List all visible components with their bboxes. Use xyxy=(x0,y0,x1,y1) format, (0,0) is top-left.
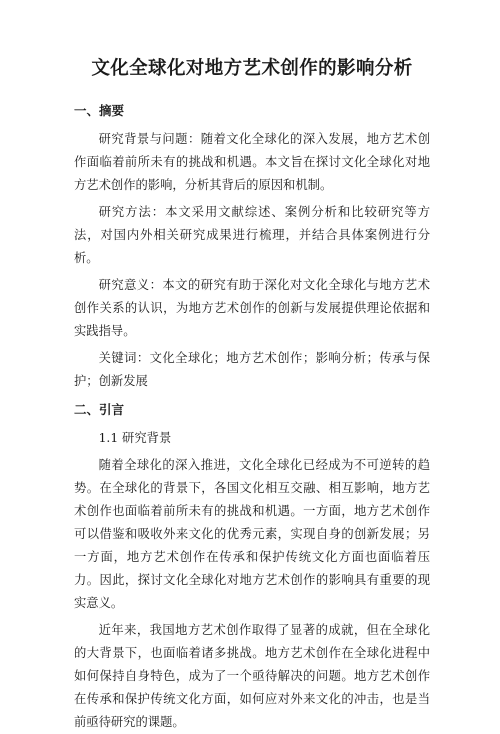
document-title: 文化全球化对地方艺术创作的影响分析 xyxy=(91,58,413,79)
abstract-methods: 研究方法：本文采用文献综述、案例分析和比较研究等方法，对国内外相关研究成果进行梳理，并结合具体案例进行分析。 xyxy=(74,205,430,265)
introduction-paragraph-2: 近年来，我国地方艺术创作取得了显著的成就，但在全球化的大背景下，也面临着诸多挑战。地方艺术创作在全球化进程中如何保持自身特色，成为了一个亟待解决的问题。地方艺术创作在传承和保护传统文化方面，如何应对外来文化的冲击，也是当前亟待研究的课题。 xyxy=(74,623,430,729)
section-heading-abstract: 一、摘要 xyxy=(74,103,125,118)
abstract-keywords: 关键词：文化全球化；地方艺术创作；影响分析；传承与保护；创新发展 xyxy=(74,351,430,388)
section-heading-introduction: 二、引言 xyxy=(74,402,125,417)
abstract-background: 研究背景与问题：随着文化全球化的深入发展，地方艺术创作面临着前所未有的挑战和机遇。本文旨在探讨文化全球化对地方艺术创作的影响，分析其背后的原因和机制。 xyxy=(74,132,430,192)
abstract-significance: 研究意义：本文的研究有助于深化对文化全球化与地方艺术创作关系的认识，为地方艺术创作的创新与发展提供理论依据和实践指导。 xyxy=(74,278,430,338)
subsection-heading-background: 1.1 研究背景 xyxy=(98,431,172,445)
introduction-paragraph-1: 随着全球化的深入推进，文化全球化已经成为不可逆转的趋势。在全球化的背景下，各国文化相互交融、相互影响，地方艺术创作也面临着前所未有的挑战和机遇。一方面，地方艺术创作可以借鉴和吸收外来文化的优秀元素，实现自身的创新发展；另一方面，地方艺术创作在传承和保护传统文化方面也面临着压力。因此，探讨文化全球化对地方艺术创作的影响具有重要的现实意义。 xyxy=(74,458,430,610)
